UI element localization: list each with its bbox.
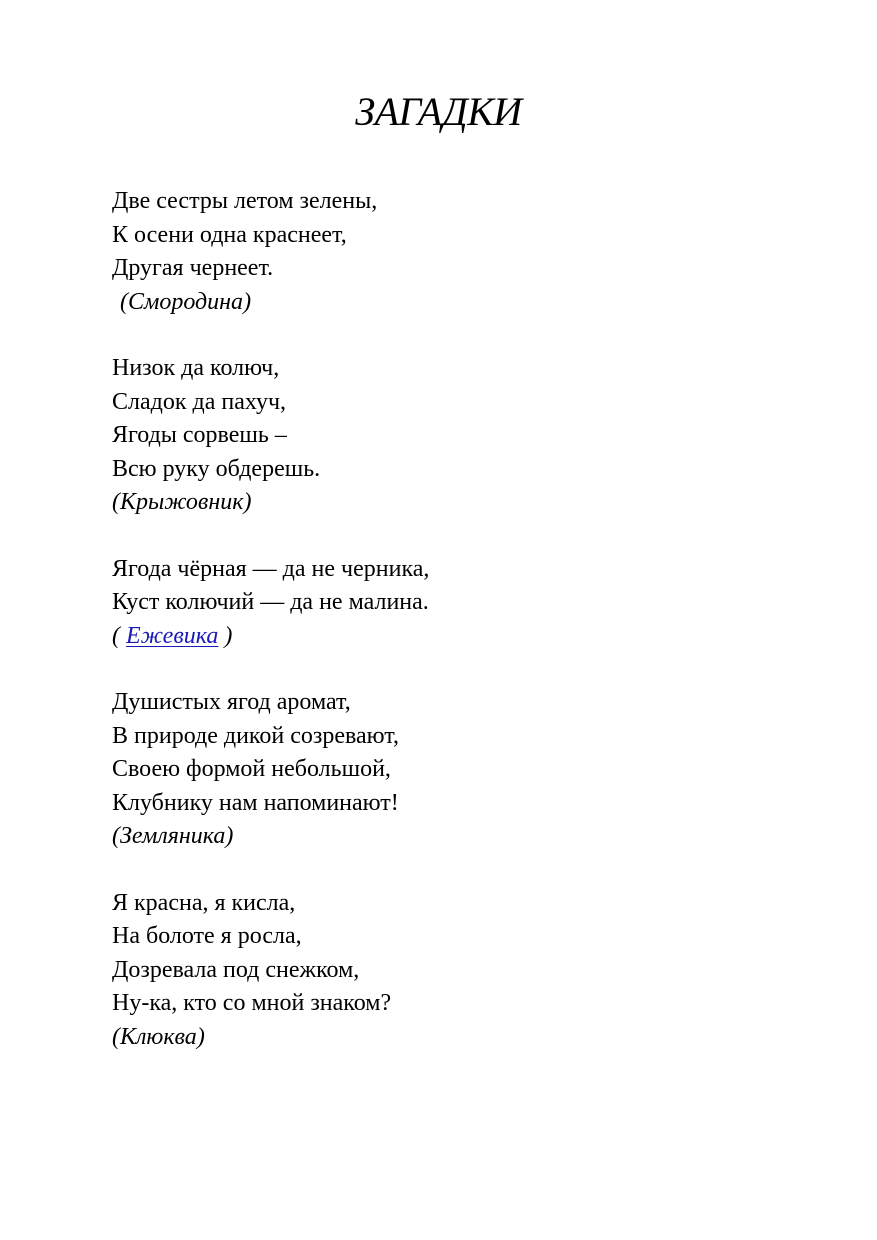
riddle-answer [112, 620, 812, 654]
answer-open-paren: ( [112, 823, 120, 849]
answer-text: Смородина [128, 288, 244, 315]
riddle-line: К осени одна краснеет, [112, 221, 347, 248]
riddle-line: Дозревала под снежком, [112, 956, 360, 983]
riddle-answer [112, 286, 812, 320]
riddle-line: В природе дикой созревают, [112, 722, 399, 749]
answer-open-paren: ( [112, 489, 120, 515]
answer-text: Земляника [120, 823, 226, 849]
riddle-currant [112, 185, 812, 319]
riddle-line: Своею формой небольшой, [112, 756, 391, 782]
answer-close-paren: ) [225, 823, 234, 849]
riddle-line: На болоте я росла, [112, 923, 302, 949]
answer-open-paren: ( [112, 622, 126, 649]
answer-close-paren: ) [196, 1023, 205, 1050]
answer-link-blackberry[interactable]: Ежевика [126, 622, 219, 649]
riddle-gooseberry [112, 352, 812, 520]
riddle-answer [112, 1021, 812, 1055]
riddle-line: Я красна, я кисла, [112, 889, 296, 916]
riddle-line: Всю руку обдерешь. [112, 455, 321, 482]
answer-open-paren: ( [112, 1023, 120, 1050]
riddle-line: Низок да колюч, [112, 355, 280, 381]
riddle-cranberry [112, 887, 812, 1055]
answer-open-paren: ( [120, 288, 128, 315]
riddle-line: Две сестры летом зелены, [112, 188, 378, 214]
riddle-line: Клубнику нам напоминают! [112, 789, 399, 816]
riddle-wild-strawberry [112, 686, 812, 854]
answer-close-paren: ) [218, 622, 233, 649]
answer-close-paren: ) [243, 288, 252, 315]
answer-text: Клюква [120, 1023, 197, 1050]
riddle-blackberry [112, 553, 812, 654]
riddle-line: Ягоды сорвешь – [112, 422, 287, 448]
riddle-line: Куст колючий — да не малина. [112, 589, 429, 615]
riddle-line: Душистых ягод аромат, [112, 689, 351, 715]
riddle-line: Ягода чёрная — да не черника, [112, 555, 430, 582]
riddle-answer [112, 820, 812, 854]
answer-text: Крыжовник [120, 489, 244, 515]
riddle-line: Ну-ка, кто со мной знаком? [112, 990, 392, 1016]
riddle-line: Другая чернеет. [112, 255, 274, 281]
riddle-line: Сладок да пахуч, [112, 388, 287, 415]
answer-close-paren: ) [243, 489, 252, 515]
page-title: ЗАГАДКИ [355, 89, 522, 134]
riddles-list [112, 185, 812, 1087]
riddle-answer [112, 486, 812, 520]
